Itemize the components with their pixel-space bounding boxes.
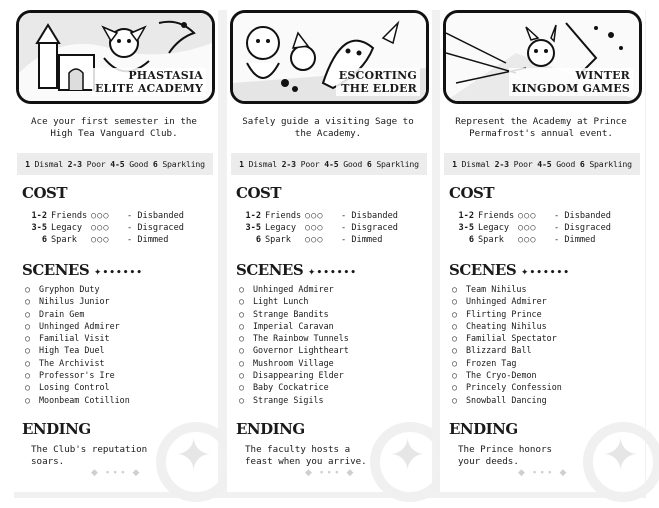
scene-checkbox-icon: ○ [239, 320, 245, 331]
cost-row: 1-2 Friends ○○○ - Disbanded [31, 211, 184, 221]
scene-checkbox-icon: ○ [25, 308, 31, 319]
cost-heading: COST [236, 184, 281, 202]
scene-item[interactable]: ○ Losing Control [25, 382, 110, 393]
card-banner-art [230, 10, 429, 104]
scene-checkbox-icon: ○ [25, 357, 31, 368]
cost-checkboxes[interactable]: ○○○ [91, 223, 110, 233]
scene-item[interactable]: ○ Drain Gem [25, 308, 85, 319]
cost-checkboxes[interactable]: ○○○ [305, 211, 324, 221]
scene-item[interactable]: ○ Team Nihilus [452, 284, 527, 294]
scene-checkbox-icon: ○ [239, 296, 245, 307]
quest-card-escorting [227, 8, 432, 492]
scene-checkbox-icon: ○ [452, 357, 458, 368]
scene-item[interactable]: ○ Strange Bandits [239, 308, 329, 319]
scene-item[interactable]: ○ Light Lunch [239, 296, 309, 307]
scene-checkbox-icon: ○ [239, 382, 245, 393]
scene-checkbox-icon: ○ [25, 382, 31, 393]
scene-checkbox-icon: ○ [25, 320, 31, 331]
scene-item[interactable]: ○ Unhinged Admirer [239, 284, 334, 294]
cost-table [239, 210, 429, 246]
scene-item[interactable]: ○ Unhinged Admirer [25, 320, 120, 331]
scene-item[interactable]: ○ Familial Spectator [452, 333, 557, 344]
card-goal: Represent the Academy at Prince Permafrost's annual event. [455, 116, 627, 139]
scene-list [25, 283, 210, 406]
cost-checkboxes[interactable]: ○○○ [305, 235, 324, 245]
scene-checkbox-icon: ○ [452, 370, 458, 381]
footer-diamond-icon: ◆ ∙∙∙ ◆ [305, 468, 356, 478]
cost-heading: COST [22, 184, 67, 202]
ending-text: The Prince honors your deeds. [458, 444, 553, 467]
scene-item[interactable]: ○ Frozen Tag [452, 357, 517, 368]
cost-row: 6 Spark ○○○ - Dimmed [255, 235, 383, 245]
card-goal: Ace your first semester in the High Tea Vanguard Club. [31, 116, 197, 139]
scene-checkbox-icon: ○ [25, 394, 31, 405]
cost-row: 6 Spark ○○○ - Dimmed [41, 235, 169, 245]
scene-item[interactable]: ○ Strange Sigils [239, 394, 324, 405]
scene-checkbox-icon: ○ [25, 370, 31, 381]
scene-checkbox-icon: ○ [452, 333, 458, 344]
scene-checkbox-icon: ○ [25, 345, 31, 356]
rating-scale: 1 Dismal 2-3 Poor 4-5 Good 6 Sparkling [231, 153, 427, 175]
ending-heading: ENDING [449, 420, 518, 438]
scene-checkbox-icon: ○ [239, 284, 245, 294]
scene-checkbox-icon: ○ [452, 284, 458, 294]
scene-item[interactable]: ○ The Rainbow Tunnels [239, 333, 349, 344]
quest-card-phastasia [13, 8, 218, 492]
scenes-progress-dots: ✦•••••• [93, 268, 143, 278]
ending-text: The Club's reputation soars. [31, 444, 148, 467]
scenes-heading: SCENES ✦•••••• [22, 261, 143, 279]
rating-scale: 1 Dismal 2-3 Poor 4-5 Good 6 Sparkling [444, 153, 640, 175]
cost-checkboxes[interactable]: ○○○ [91, 211, 110, 221]
scenes-progress-dots: ✦•••••• [307, 268, 357, 278]
scene-item[interactable]: ○ Disappearing Elder [239, 370, 344, 381]
scene-item[interactable]: ○ Imperial Caravan [239, 320, 334, 331]
scene-item[interactable]: ○ Flirting Prince [452, 308, 542, 319]
corner-star-icon: ✦ [175, 430, 212, 481]
cost-row: 3-5 Legacy ○○○ - Disgraced [458, 223, 611, 233]
scene-checkbox-icon: ○ [452, 308, 458, 319]
scene-checkbox-icon: ○ [25, 296, 31, 307]
cost-row: 6 Spark ○○○ - Dimmed [468, 235, 596, 245]
card-title: ESCORTING THE ELDER [336, 68, 420, 96]
scene-item[interactable]: ○ Princely Confession [452, 382, 562, 393]
card-banner-art [443, 10, 642, 104]
cost-table [25, 210, 215, 246]
card-title: WINTER KINGDOM GAMES [509, 68, 633, 96]
ending-heading: ENDING [22, 420, 91, 438]
cost-checkboxes[interactable]: ○○○ [518, 235, 537, 245]
scene-checkbox-icon: ○ [452, 394, 458, 405]
footer-diamond-icon: ◆ ∙∙∙ ◆ [91, 468, 142, 478]
card-goal: Safely guide a visiting Sage to the Academy. [242, 116, 414, 139]
scene-checkbox-icon: ○ [452, 382, 458, 393]
cost-checkboxes[interactable]: ○○○ [305, 223, 324, 233]
scene-item[interactable]: ○ Gryphon Duty [25, 284, 100, 294]
corner-star-icon: ✦ [389, 430, 426, 481]
cost-checkboxes[interactable]: ○○○ [91, 235, 110, 245]
quest-card-winter [440, 8, 645, 492]
scene-checkbox-icon: ○ [239, 394, 245, 405]
scene-item[interactable]: ○ Baby Cockatrice [239, 382, 329, 393]
scenes-heading: SCENES ✦•••••• [449, 261, 570, 279]
scene-item[interactable]: ○ Mushroom Village [239, 357, 334, 368]
scene-item[interactable]: ○ Unhinged Admirer [452, 296, 547, 307]
cost-heading: COST [449, 184, 494, 202]
cost-checkboxes[interactable]: ○○○ [518, 223, 537, 233]
scene-checkbox-icon: ○ [239, 333, 245, 344]
ending-heading: ENDING [236, 420, 305, 438]
scene-item[interactable]: ○ Governor Lightheart [239, 345, 349, 356]
scene-list [239, 283, 424, 406]
cost-row: 1-2 Friends ○○○ - Disbanded [458, 211, 611, 221]
scene-checkbox-icon: ○ [239, 345, 245, 356]
scenes-heading: SCENES ✦•••••• [236, 261, 357, 279]
scene-checkbox-icon: ○ [452, 345, 458, 356]
cost-table [452, 210, 642, 246]
scene-checkbox-icon: ○ [25, 333, 31, 344]
rating-scale: 1 Dismal 2-3 Poor 4-5 Good 6 Sparkling [17, 153, 213, 175]
scene-item[interactable]: ○ Familial Visit [25, 333, 110, 344]
card-banner-art [16, 10, 215, 104]
corner-star-icon: ✦ [602, 430, 639, 481]
scene-item[interactable]: ○ Blizzard Ball [452, 345, 532, 356]
scene-item[interactable]: ○ The Archivist [25, 357, 105, 368]
scene-item[interactable]: ○ Nihilus Junior [25, 296, 110, 307]
ending-text: The faculty hosts a feast when you arrive. [245, 444, 367, 467]
cost-checkboxes[interactable]: ○○○ [518, 211, 537, 221]
scene-item[interactable]: ○ Snowball Dancing [452, 394, 547, 405]
card-title: PHASTASIA ELITE ACADEMY [92, 68, 206, 96]
cost-row: 3-5 Legacy ○○○ - Disgraced [245, 223, 398, 233]
footer-diamond-icon: ◆ ∙∙∙ ◆ [518, 468, 569, 478]
scene-checkbox-icon: ○ [239, 308, 245, 319]
scene-item[interactable]: ○ The Cryo-Demon [452, 370, 537, 381]
scene-item[interactable]: ○ Professor's Ire [25, 370, 115, 381]
scene-item[interactable]: ○ Moonbeam Cotillion [25, 394, 130, 405]
scene-checkbox-icon: ○ [452, 320, 458, 331]
scene-checkbox-icon: ○ [452, 296, 458, 307]
cost-row: 3-5 Legacy ○○○ - Disgraced [31, 223, 184, 233]
scene-item[interactable]: ○ High Tea Duel [25, 345, 105, 356]
cost-row: 1-2 Friends ○○○ - Disbanded [245, 211, 398, 221]
scene-checkbox-icon: ○ [239, 357, 245, 368]
scene-checkbox-icon: ○ [239, 370, 245, 381]
scenes-progress-dots: ✦•••••• [520, 268, 570, 278]
scene-item[interactable]: ○ Cheating Nihilus [452, 320, 547, 331]
scene-list [452, 283, 637, 406]
scene-checkbox-icon: ○ [25, 284, 31, 294]
